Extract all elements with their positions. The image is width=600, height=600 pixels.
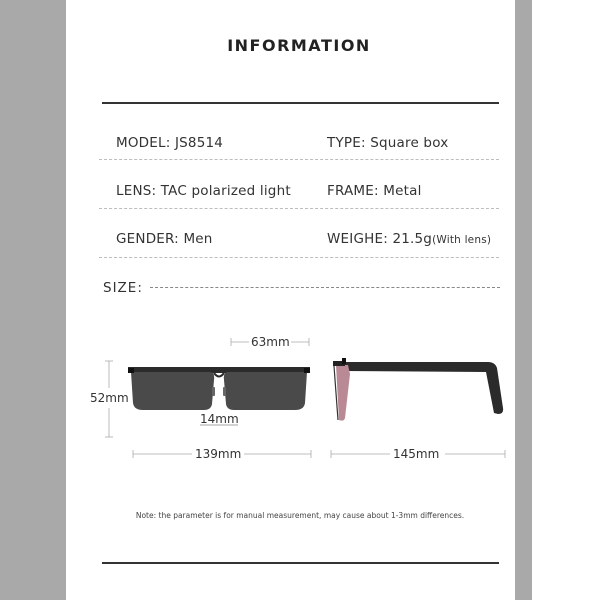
weight-label: WEIGHE: <box>327 231 388 247</box>
lens-value: TAC polarized light <box>160 183 291 199</box>
bridge-label: 14mm <box>200 412 239 426</box>
type-label: TYPE: <box>327 135 366 151</box>
model-value: JS8514 <box>174 135 224 151</box>
frame-value: Metal <box>383 183 422 199</box>
page-title: INFORMATION <box>227 36 371 55</box>
bottom-rule <box>102 562 499 564</box>
size-label: SIZE: <box>103 280 143 296</box>
type-value: Square box <box>370 135 449 151</box>
measurement-note: Note: the parameter is for manual measurement, may cause about 1-3mm differences. <box>135 511 465 520</box>
lens-height-label: 52mm <box>90 391 129 405</box>
gender-value: Men <box>183 231 213 247</box>
weight-note: (With lens) <box>432 234 492 246</box>
weight-value: 21.5g <box>392 231 433 247</box>
gender-label: GENDER: <box>116 231 179 247</box>
model-label: MODEL: <box>116 135 171 151</box>
glasses-side-view <box>333 358 503 421</box>
temple-length-label: 145mm <box>393 447 440 461</box>
lens-width-label: 63mm <box>251 335 290 349</box>
frame-label: FRAME: <box>327 183 379 199</box>
lens-label: LENS: <box>116 183 157 199</box>
frame-width-label: 139mm <box>195 447 242 461</box>
glasses-front-view <box>128 367 310 410</box>
